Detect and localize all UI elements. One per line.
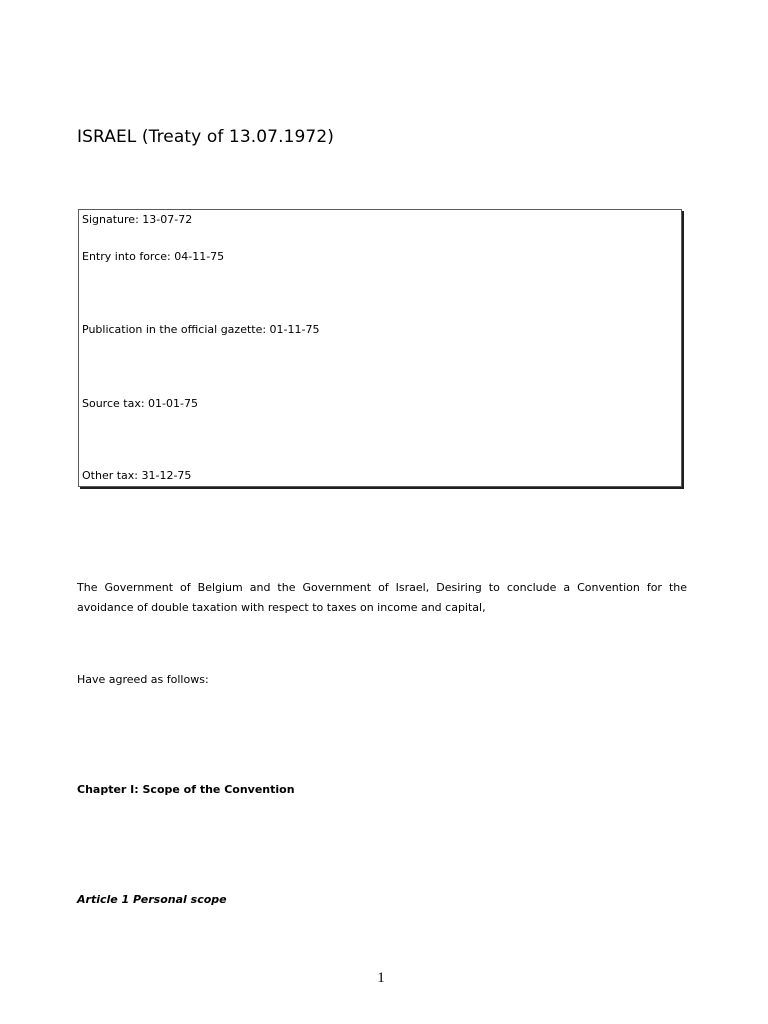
article-heading: Article 1 Personal scope (77, 893, 227, 906)
document-title: ISRAEL (Treaty of 13.07.1972) (77, 127, 334, 147)
agreed-paragraph: Have agreed as follows: (77, 673, 209, 686)
source-tax-date: Source tax: 01-01-75 (82, 397, 198, 410)
chapter-heading: Chapter I: Scope of the Convention (77, 783, 295, 796)
intro-paragraph: The Government of Belgium and the Government of Israel, Desiring to conclude a Convention for the avoidance of double taxation with respect to taxes on income and capital, (77, 581, 687, 614)
page-number: 1 (377, 970, 385, 986)
other-tax-date: Other tax: 31-12-75 (82, 469, 192, 482)
entry-into-force-date: Entry into force: 04-11-75 (82, 250, 225, 263)
treaty-info-box (78, 209, 682, 487)
signature-date: Signature: 13-07-72 (82, 213, 193, 226)
publication-date: Publication in the official gazette: 01-11-75 (82, 323, 320, 336)
